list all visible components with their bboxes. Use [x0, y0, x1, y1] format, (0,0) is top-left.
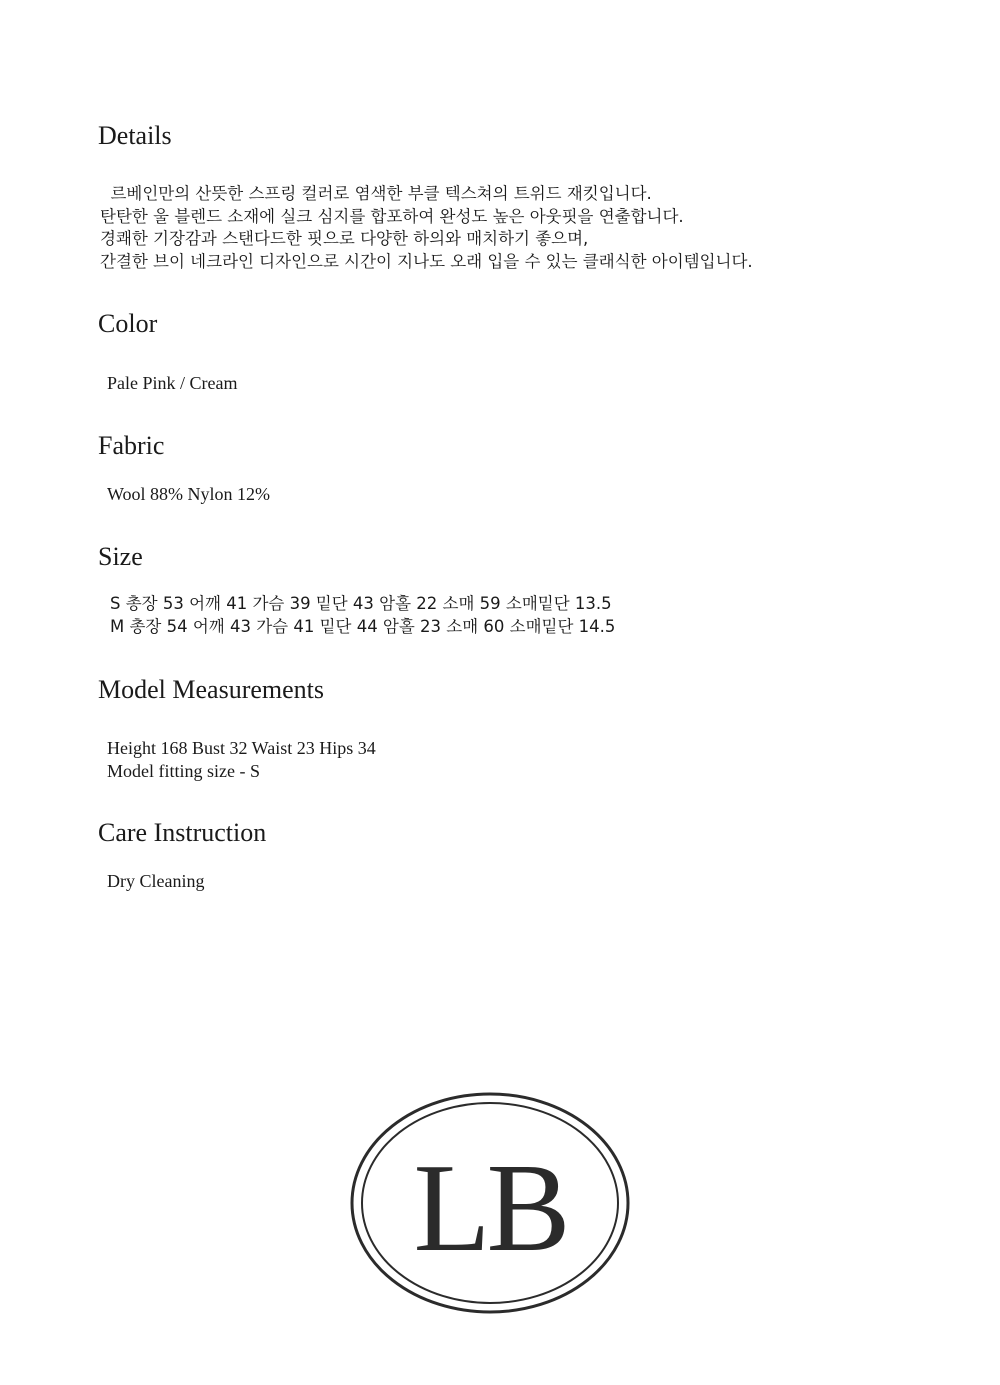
brand-logo: [348, 1090, 632, 1316]
color-heading: Color: [98, 309, 158, 338]
size-table: [110, 593, 615, 638]
details-line: 경쾌한 기장감과 스탠다드한 핏으로 다양한 하의와 매치하기 좋으며,: [100, 229, 589, 248]
size-heading: Size: [98, 542, 143, 571]
model-fitting-size: Model fitting size - S: [107, 761, 260, 781]
fabric-heading: Fabric: [98, 431, 165, 460]
fabric-value: Wool 88% Nylon 12%: [107, 484, 271, 504]
color-value: Pale Pink / Cream: [107, 373, 238, 393]
model-measurements-heading: Model Measurements: [98, 675, 325, 704]
model-body-measurements: Height 168 Bust 32 Waist 23 Hips 34: [107, 738, 376, 758]
care-instruction-heading: Care Instruction: [98, 818, 267, 847]
brand-logo-mark: [348, 1090, 632, 1316]
details-line: 르베인만의 산뜻한 스프링 컬러로 염색한 부클 텍스쳐의 트위드 재킷입니다.: [100, 184, 652, 203]
size-row-m: M 총장 54 어깨 43 가슴 41 밑단 44 암홀 23 소매 60 소매밑단 14.5: [110, 616, 616, 636]
logo-monogram: LB: [413, 1139, 567, 1278]
care-instruction-value: Dry Cleaning: [107, 871, 205, 891]
details-line: 간결한 브이 네크라인 디자인으로 시간이 지나도 오래 입을 수 있는 클래식한 아이템입니다.: [100, 251, 753, 271]
size-row-s: S 총장 53 어깨 41 가슴 39 밑단 43 암홀 22 소매 59 소매밑단 13.5: [110, 594, 612, 613]
details-heading: Details: [98, 121, 172, 150]
details-line: 탄탄한 울 블렌드 소재에 실크 심지를 합포하여 완성도 높은 아웃핏을 연출합니다.: [100, 206, 684, 226]
details-description: [100, 183, 753, 273]
model-measurements: [107, 737, 376, 783]
